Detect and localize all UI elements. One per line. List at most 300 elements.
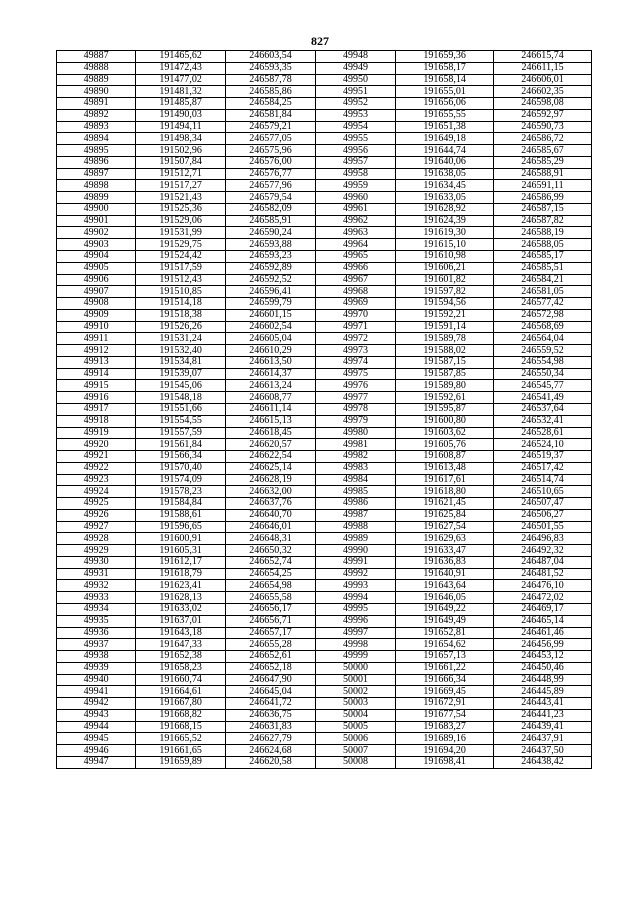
point-id-right: 49956	[315, 145, 395, 157]
point-id-right: 49972	[315, 333, 395, 345]
y-coordinate-left: 246599,79	[226, 298, 316, 310]
y-coordinate-left: 246650,32	[226, 545, 316, 557]
table-row	[57, 556, 592, 568]
y-coordinate-right: 246465,14	[494, 615, 592, 627]
y-coordinate-right: 246492,32	[494, 545, 592, 557]
table-row	[57, 333, 592, 345]
table-row	[57, 627, 592, 639]
x-coordinate-right: 191655,55	[396, 109, 494, 121]
point-id-left: 49939	[57, 662, 136, 674]
point-id-left: 49945	[57, 733, 136, 745]
point-id-right: 49959	[315, 180, 395, 192]
point-id-left: 49901	[57, 215, 136, 227]
y-coordinate-right: 246438,42	[494, 756, 592, 768]
y-coordinate-right: 246507,47	[494, 498, 592, 510]
point-id-right: 49953	[315, 109, 395, 121]
x-coordinate-left: 191584,84	[136, 498, 226, 510]
x-coordinate-right: 191625,84	[396, 509, 494, 521]
x-coordinate-left: 191512,43	[136, 274, 226, 286]
point-id-left: 49919	[57, 427, 136, 439]
y-coordinate-left: 246624,68	[226, 745, 316, 757]
x-coordinate-right: 191658,14	[396, 74, 494, 86]
point-id-left: 49938	[57, 651, 136, 663]
table-row	[57, 686, 592, 698]
point-id-left: 49940	[57, 674, 136, 686]
point-id-left: 49900	[57, 203, 136, 215]
x-coordinate-right: 191669,45	[396, 686, 494, 698]
y-coordinate-left: 246593,23	[226, 251, 316, 263]
x-coordinate-left: 191659,89	[136, 756, 226, 768]
point-id-left: 49896	[57, 156, 136, 168]
x-coordinate-right: 191605,76	[396, 439, 494, 451]
y-coordinate-right: 246577,42	[494, 298, 592, 310]
x-coordinate-left: 191658,23	[136, 662, 226, 674]
table-row	[57, 451, 592, 463]
point-id-left: 49912	[57, 345, 136, 357]
y-coordinate-right: 246506,27	[494, 509, 592, 521]
y-coordinate-right: 246587,82	[494, 215, 592, 227]
table-row	[57, 509, 592, 521]
x-coordinate-left: 191623,41	[136, 580, 226, 592]
y-coordinate-left: 246575,96	[226, 145, 316, 157]
x-coordinate-left: 191668,15	[136, 721, 226, 733]
x-coordinate-left: 191554,55	[136, 415, 226, 427]
x-coordinate-right: 191638,05	[396, 168, 494, 180]
point-id-left: 49921	[57, 451, 136, 463]
point-id-right: 49999	[315, 651, 395, 663]
point-id-left: 49892	[57, 109, 136, 121]
point-id-right: 49990	[315, 545, 395, 557]
y-coordinate-right: 246591,11	[494, 180, 592, 192]
y-coordinate-left: 246613,50	[226, 356, 316, 368]
y-coordinate-left: 246605,04	[226, 333, 316, 345]
y-coordinate-left: 246622,54	[226, 451, 316, 463]
point-id-left: 49910	[57, 321, 136, 333]
y-coordinate-left: 246579,54	[226, 192, 316, 204]
y-coordinate-left: 246647,90	[226, 674, 316, 686]
x-coordinate-left: 191524,42	[136, 251, 226, 263]
x-coordinate-right: 191601,82	[396, 274, 494, 286]
y-coordinate-left: 246593,88	[226, 239, 316, 251]
table-row	[57, 239, 592, 251]
y-coordinate-right: 246437,50	[494, 745, 592, 757]
x-coordinate-left: 191600,91	[136, 533, 226, 545]
point-id-left: 49918	[57, 415, 136, 427]
table-row	[57, 86, 592, 98]
point-id-left: 49924	[57, 486, 136, 498]
point-id-left: 49913	[57, 356, 136, 368]
x-coordinate-right: 191658,17	[396, 62, 494, 74]
table-row	[57, 756, 592, 768]
point-id-right: 49983	[315, 462, 395, 474]
table-row	[57, 368, 592, 380]
point-id-right: 49996	[315, 615, 395, 627]
y-coordinate-left: 246620,57	[226, 439, 316, 451]
y-coordinate-right: 246472,02	[494, 592, 592, 604]
x-coordinate-right: 191597,82	[396, 286, 494, 298]
table-row	[57, 486, 592, 498]
y-coordinate-left: 246590,24	[226, 227, 316, 239]
point-id-left: 49947	[57, 756, 136, 768]
table-row	[57, 580, 592, 592]
x-coordinate-left: 191633,02	[136, 603, 226, 615]
point-id-left: 49943	[57, 709, 136, 721]
y-coordinate-right: 246476,10	[494, 580, 592, 592]
point-id-right: 49994	[315, 592, 395, 604]
x-coordinate-right: 191617,61	[396, 474, 494, 486]
x-coordinate-left: 191517,59	[136, 262, 226, 274]
point-id-right: 49958	[315, 168, 395, 180]
x-coordinate-left: 191668,82	[136, 709, 226, 721]
point-id-left: 49898	[57, 180, 136, 192]
y-coordinate-left: 246620,58	[226, 756, 316, 768]
y-coordinate-right: 246592,97	[494, 109, 592, 121]
x-coordinate-left: 191477,02	[136, 74, 226, 86]
x-coordinate-right: 191683,27	[396, 721, 494, 733]
x-coordinate-right: 191666,34	[396, 674, 494, 686]
x-coordinate-left: 191667,80	[136, 698, 226, 710]
point-id-right: 50004	[315, 709, 395, 721]
x-coordinate-left: 191647,33	[136, 639, 226, 651]
y-coordinate-right: 246550,34	[494, 368, 592, 380]
x-coordinate-left: 191494,11	[136, 121, 226, 133]
x-coordinate-right: 191592,21	[396, 309, 494, 321]
point-id-left: 49916	[57, 392, 136, 404]
x-coordinate-right: 191595,87	[396, 403, 494, 415]
x-coordinate-left: 191485,87	[136, 98, 226, 110]
x-coordinate-left: 191472,43	[136, 62, 226, 74]
table-row	[57, 615, 592, 627]
table-row	[57, 568, 592, 580]
x-coordinate-right: 191624,39	[396, 215, 494, 227]
y-coordinate-left: 246577,05	[226, 133, 316, 145]
point-id-right: 49985	[315, 486, 395, 498]
y-coordinate-right: 246445,89	[494, 686, 592, 698]
y-coordinate-left: 246646,01	[226, 521, 316, 533]
point-id-right: 49995	[315, 603, 395, 615]
y-coordinate-right: 246448,99	[494, 674, 592, 686]
y-coordinate-right: 246588,19	[494, 227, 592, 239]
x-coordinate-left: 191529,75	[136, 239, 226, 251]
x-coordinate-right: 191652,81	[396, 627, 494, 639]
x-coordinate-right: 191627,54	[396, 521, 494, 533]
point-id-left: 49915	[57, 380, 136, 392]
point-id-left: 49889	[57, 74, 136, 86]
x-coordinate-right: 191633,05	[396, 192, 494, 204]
y-coordinate-left: 246657,17	[226, 627, 316, 639]
y-coordinate-left: 246610,29	[226, 345, 316, 357]
point-id-right: 50003	[315, 698, 395, 710]
y-coordinate-right: 246585,29	[494, 156, 592, 168]
x-coordinate-right: 191654,62	[396, 639, 494, 651]
point-id-right: 49973	[315, 345, 395, 357]
y-coordinate-left: 246648,31	[226, 533, 316, 545]
point-id-left: 49907	[57, 286, 136, 298]
point-id-right: 50008	[315, 756, 395, 768]
point-id-right: 49950	[315, 74, 395, 86]
point-id-right: 49981	[315, 439, 395, 451]
x-coordinate-left: 191518,38	[136, 309, 226, 321]
table-row	[57, 156, 592, 168]
x-coordinate-left: 191525,36	[136, 203, 226, 215]
x-coordinate-right: 191594,56	[396, 298, 494, 310]
x-coordinate-right: 191698,41	[396, 756, 494, 768]
point-id-right: 49963	[315, 227, 395, 239]
x-coordinate-left: 191566,34	[136, 451, 226, 463]
x-coordinate-right: 191657,13	[396, 651, 494, 663]
table-row	[57, 698, 592, 710]
y-coordinate-left: 246601,15	[226, 309, 316, 321]
x-coordinate-left: 191498,34	[136, 133, 226, 145]
point-id-left: 49902	[57, 227, 136, 239]
y-coordinate-left: 246614,37	[226, 368, 316, 380]
y-coordinate-right: 246514,74	[494, 474, 592, 486]
x-coordinate-right: 191689,16	[396, 733, 494, 745]
table-row	[57, 498, 592, 510]
x-coordinate-right: 191587,85	[396, 368, 494, 380]
x-coordinate-left: 191534,81	[136, 356, 226, 368]
y-coordinate-right: 246461,46	[494, 627, 592, 639]
y-coordinate-left: 246652,61	[226, 651, 316, 663]
table-row	[57, 674, 592, 686]
y-coordinate-right: 246441,23	[494, 709, 592, 721]
x-coordinate-right: 191661,22	[396, 662, 494, 674]
y-coordinate-left: 246627,79	[226, 733, 316, 745]
y-coordinate-left: 246654,25	[226, 568, 316, 580]
y-coordinate-right: 246585,17	[494, 251, 592, 263]
y-coordinate-left: 246628,19	[226, 474, 316, 486]
x-coordinate-right: 191656,06	[396, 98, 494, 110]
table-row	[57, 251, 592, 263]
y-coordinate-left: 246656,17	[226, 603, 316, 615]
point-id-left: 49922	[57, 462, 136, 474]
point-id-right: 49971	[315, 321, 395, 333]
x-coordinate-right: 191655,01	[396, 86, 494, 98]
x-coordinate-left: 191652,38	[136, 651, 226, 663]
point-id-left: 49941	[57, 686, 136, 698]
table-row	[57, 51, 592, 63]
x-coordinate-right: 191649,49	[396, 615, 494, 627]
x-coordinate-left: 191539,07	[136, 368, 226, 380]
point-id-left: 49928	[57, 533, 136, 545]
x-coordinate-right: 191606,21	[396, 262, 494, 274]
table-row	[57, 662, 592, 674]
x-coordinate-left: 191521,43	[136, 192, 226, 204]
point-id-right: 49982	[315, 451, 395, 463]
x-coordinate-right: 191621,45	[396, 498, 494, 510]
point-id-right: 50005	[315, 721, 395, 733]
point-id-right: 50006	[315, 733, 395, 745]
table-row	[57, 215, 592, 227]
y-coordinate-left: 246585,86	[226, 86, 316, 98]
x-coordinate-left: 191532,40	[136, 345, 226, 357]
table-row	[57, 145, 592, 157]
point-id-right: 49949	[315, 62, 395, 74]
y-coordinate-right: 246456,99	[494, 639, 592, 651]
y-coordinate-left: 246625,14	[226, 462, 316, 474]
point-id-left: 49929	[57, 545, 136, 557]
x-coordinate-right: 191677,54	[396, 709, 494, 721]
table-row	[57, 109, 592, 121]
point-id-right: 49952	[315, 98, 395, 110]
table-row	[57, 286, 592, 298]
x-coordinate-right: 191636,83	[396, 556, 494, 568]
y-coordinate-right: 246602,35	[494, 86, 592, 98]
point-id-right: 49976	[315, 380, 395, 392]
point-id-left: 49944	[57, 721, 136, 733]
x-coordinate-right: 191600,80	[396, 415, 494, 427]
y-coordinate-right: 246615,74	[494, 51, 592, 63]
x-coordinate-left: 191661,65	[136, 745, 226, 757]
point-id-right: 49964	[315, 239, 395, 251]
x-coordinate-left: 191545,06	[136, 380, 226, 392]
point-id-left: 49935	[57, 615, 136, 627]
table-row	[57, 62, 592, 74]
point-id-left: 49914	[57, 368, 136, 380]
x-coordinate-left: 191557,59	[136, 427, 226, 439]
y-coordinate-right: 246443,41	[494, 698, 592, 710]
x-coordinate-left: 191618,79	[136, 568, 226, 580]
table-row	[57, 392, 592, 404]
point-id-left: 49894	[57, 133, 136, 145]
point-id-left: 49927	[57, 521, 136, 533]
y-coordinate-right: 246590,73	[494, 121, 592, 133]
x-coordinate-left: 191574,09	[136, 474, 226, 486]
point-id-left: 49926	[57, 509, 136, 521]
table-row	[57, 745, 592, 757]
x-coordinate-right: 191619,30	[396, 227, 494, 239]
y-coordinate-left: 246654,98	[226, 580, 316, 592]
point-id-right: 49968	[315, 286, 395, 298]
y-coordinate-left: 246579,21	[226, 121, 316, 133]
x-coordinate-left: 191561,84	[136, 439, 226, 451]
point-id-left: 49895	[57, 145, 136, 157]
x-coordinate-left: 191465,62	[136, 51, 226, 63]
y-coordinate-right: 246568,69	[494, 321, 592, 333]
x-coordinate-right: 191634,45	[396, 180, 494, 192]
y-coordinate-left: 246593,35	[226, 62, 316, 74]
point-id-right: 49989	[315, 533, 395, 545]
x-coordinate-left: 191529,06	[136, 215, 226, 227]
point-id-right: 49954	[315, 121, 395, 133]
x-coordinate-right: 191649,18	[396, 133, 494, 145]
y-coordinate-left: 246652,18	[226, 662, 316, 674]
y-coordinate-right: 246487,04	[494, 556, 592, 568]
table-row	[57, 133, 592, 145]
x-coordinate-right: 191618,80	[396, 486, 494, 498]
x-coordinate-right: 191588,02	[396, 345, 494, 357]
x-coordinate-left: 191490,03	[136, 109, 226, 121]
y-coordinate-right: 246439,41	[494, 721, 592, 733]
y-coordinate-right: 246586,72	[494, 133, 592, 145]
y-coordinate-right: 246437,91	[494, 733, 592, 745]
table-row	[57, 651, 592, 663]
y-coordinate-left: 246581,84	[226, 109, 316, 121]
y-coordinate-right: 246559,52	[494, 345, 592, 357]
point-id-left: 49931	[57, 568, 136, 580]
point-id-right: 49980	[315, 427, 395, 439]
table-row	[57, 98, 592, 110]
y-coordinate-right: 246586,99	[494, 192, 592, 204]
point-id-right: 49992	[315, 568, 395, 580]
y-coordinate-right: 246581,05	[494, 286, 592, 298]
table-row	[57, 733, 592, 745]
y-coordinate-left: 246592,52	[226, 274, 316, 286]
y-coordinate-right: 246532,41	[494, 415, 592, 427]
point-id-right: 50002	[315, 686, 395, 698]
y-coordinate-right: 246572,98	[494, 309, 592, 321]
table-row	[57, 439, 592, 451]
point-id-right: 49975	[315, 368, 395, 380]
point-id-left: 49905	[57, 262, 136, 274]
table-row	[57, 709, 592, 721]
table-row	[57, 380, 592, 392]
table-row	[57, 180, 592, 192]
point-id-left: 49904	[57, 251, 136, 263]
y-coordinate-left: 246608,77	[226, 392, 316, 404]
x-coordinate-left: 191596,65	[136, 521, 226, 533]
y-coordinate-left: 246613,24	[226, 380, 316, 392]
table-row	[57, 192, 592, 204]
table-row	[57, 121, 592, 133]
y-coordinate-right: 246587,15	[494, 203, 592, 215]
x-coordinate-right: 191613,48	[396, 462, 494, 474]
point-id-right: 49991	[315, 556, 395, 568]
point-id-left: 49942	[57, 698, 136, 710]
x-coordinate-right: 191672,91	[396, 698, 494, 710]
table-row	[57, 462, 592, 474]
x-coordinate-right: 191587,15	[396, 356, 494, 368]
y-coordinate-left: 246640,70	[226, 509, 316, 521]
point-id-right: 49960	[315, 192, 395, 204]
table-row	[57, 321, 592, 333]
table-row	[57, 262, 592, 274]
y-coordinate-right: 246481,52	[494, 568, 592, 580]
point-id-left: 49903	[57, 239, 136, 251]
point-id-right: 49986	[315, 498, 395, 510]
y-coordinate-right: 246524,10	[494, 439, 592, 451]
y-coordinate-left: 246631,83	[226, 721, 316, 733]
x-coordinate-left: 191531,99	[136, 227, 226, 239]
x-coordinate-left: 191502,96	[136, 145, 226, 157]
table-row	[57, 415, 592, 427]
point-id-right: 49957	[315, 156, 395, 168]
y-coordinate-left: 246585,91	[226, 215, 316, 227]
y-coordinate-left: 246592,89	[226, 262, 316, 274]
point-id-right: 49977	[315, 392, 395, 404]
point-id-left: 49946	[57, 745, 136, 757]
x-coordinate-left: 191548,18	[136, 392, 226, 404]
x-coordinate-right: 191610,98	[396, 251, 494, 263]
x-coordinate-right: 191694,20	[396, 745, 494, 757]
table-row	[57, 639, 592, 651]
point-id-right: 49984	[315, 474, 395, 486]
point-id-right: 49961	[315, 203, 395, 215]
y-coordinate-left: 246632,00	[226, 486, 316, 498]
x-coordinate-left: 191514,18	[136, 298, 226, 310]
y-coordinate-right: 246584,21	[494, 274, 592, 286]
y-coordinate-right: 246469,17	[494, 603, 592, 615]
y-coordinate-left: 246587,78	[226, 74, 316, 86]
point-id-left: 49923	[57, 474, 136, 486]
point-id-left: 49911	[57, 333, 136, 345]
x-coordinate-right: 191589,78	[396, 333, 494, 345]
y-coordinate-left: 246636,75	[226, 709, 316, 721]
coordinates-table	[56, 50, 592, 769]
y-coordinate-right: 246545,77	[494, 380, 592, 392]
y-coordinate-left: 246576,00	[226, 156, 316, 168]
y-coordinate-left: 246596,41	[226, 286, 316, 298]
